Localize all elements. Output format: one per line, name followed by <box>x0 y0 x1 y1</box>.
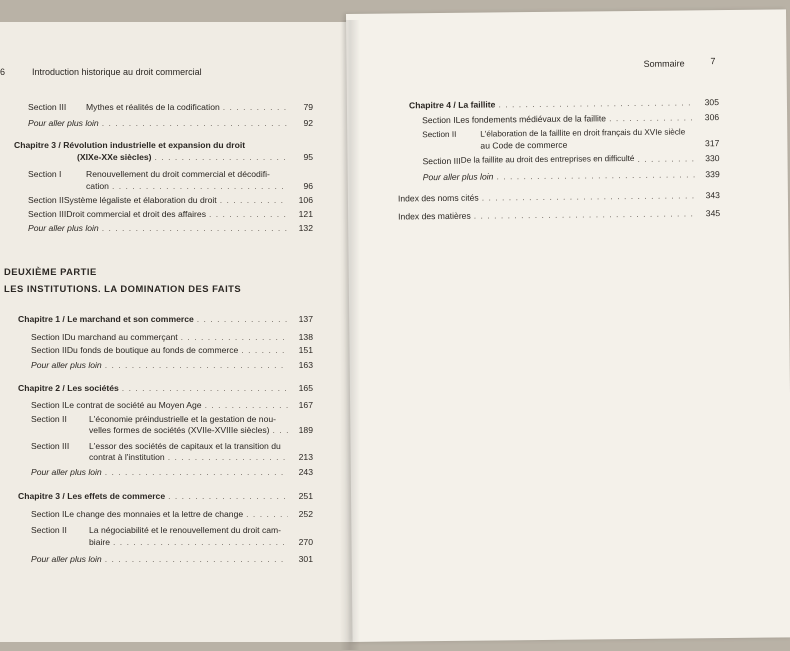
toc-entry[interactable] <box>28 208 313 220</box>
toc-entry[interactable] <box>31 344 313 356</box>
leader-dots <box>205 399 288 411</box>
further-reading: Pour aller plus loin <box>31 554 102 564</box>
toc-entry[interactable] <box>28 117 313 129</box>
leader-dots <box>273 424 288 436</box>
section-label: Section I <box>31 332 65 342</box>
toc-entry[interactable] <box>31 331 313 343</box>
chapter-heading[interactable] <box>409 96 719 111</box>
page-ref: 79 <box>303 102 313 112</box>
page-ref: 243 <box>298 467 313 477</box>
toc-entry[interactable] <box>31 466 313 478</box>
toc-entry[interactable] <box>31 553 313 565</box>
section-label: Section III <box>31 441 70 451</box>
leader-dots <box>102 222 288 234</box>
page-ref: 305 <box>704 97 719 108</box>
page-ref: 151 <box>298 345 313 355</box>
leader-dots <box>113 536 288 548</box>
toc-entry[interactable] <box>31 399 313 411</box>
page-ref: 132 <box>298 223 313 233</box>
leader-dots <box>241 344 288 356</box>
leader-dots <box>168 451 288 463</box>
page-ref: 92 <box>303 118 313 128</box>
chapter-heading[interactable] <box>18 313 313 325</box>
leader-dots <box>168 490 288 502</box>
further-reading: Pour aller plus loin <box>31 360 102 370</box>
further-reading: Pour aller plus loin <box>422 171 494 183</box>
page-ref: 306 <box>704 112 720 123</box>
page-ref: 330 <box>705 153 720 164</box>
leader-dots <box>197 313 288 325</box>
section-label: Section III <box>28 209 67 219</box>
page-ref: 345 <box>705 208 721 219</box>
entry-text: Le contrat de société au Moyen Age <box>64 400 202 410</box>
page-ref: 213 <box>298 452 313 462</box>
leader-dots <box>220 194 288 206</box>
chapter-title: Les effets de commerce <box>67 491 166 501</box>
toc-entry[interactable] <box>480 137 719 152</box>
chapter-title-cont: (XIXe-XXe siècles) <box>77 152 152 162</box>
section-label: Section I <box>31 400 65 410</box>
leader-dots <box>112 180 288 192</box>
toc-entry[interactable] <box>28 101 313 113</box>
entry-text: Renouvellement du droit commercial et décodifi- <box>86 169 270 179</box>
entry-text-cont: cation <box>86 181 109 191</box>
chapter-label: Chapitre 4 / <box>408 99 456 111</box>
page-ref: 137 <box>298 314 313 324</box>
toc-entry[interactable] <box>89 451 313 463</box>
page-ref: 270 <box>298 537 313 547</box>
leader-dots <box>223 101 288 113</box>
entry-text: Les fondements médiévaux de la faillite <box>455 113 607 125</box>
toc-entry[interactable] <box>31 508 313 520</box>
toc-entry[interactable] <box>423 168 720 183</box>
chapter-heading[interactable] <box>18 490 313 502</box>
entry-text: Droit commercial et droit des affaires <box>66 209 206 219</box>
chapter-title: Révolution industrielle et expansion du droit <box>63 140 246 150</box>
page-ref: 189 <box>298 425 313 435</box>
further-reading: Pour aller plus loin <box>28 223 99 233</box>
page-ref: 163 <box>298 360 313 370</box>
toc-entry[interactable] <box>89 536 313 548</box>
chapter-label: Chapitre 1 / <box>18 314 65 324</box>
entry-text-cont: au Code de commerce <box>480 139 568 151</box>
page-ref: 343 <box>705 190 720 201</box>
section-label: Section I <box>31 509 65 519</box>
entry-text: Mythes et réalités de la codification <box>86 102 220 112</box>
leader-dots <box>482 189 695 203</box>
leader-dots <box>474 207 696 221</box>
toc-entry[interactable] <box>28 222 313 234</box>
page-ref: 138 <box>298 332 313 342</box>
page-ref: 106 <box>298 195 313 205</box>
chapter-label: Chapitre 2 / <box>18 383 65 393</box>
page-ref: 339 <box>705 169 720 180</box>
toc-entry[interactable] <box>89 424 313 436</box>
section-label: Section III <box>422 155 461 167</box>
toc-entry[interactable] <box>77 151 313 163</box>
section-label: Section II <box>31 414 67 424</box>
running-title-left: Introduction historique au droit commercial <box>32 67 202 77</box>
section-label: Section II <box>422 129 457 140</box>
entry-text-cont: velles formes de sociétés (XVIIe-XVIIIe siècles) <box>89 425 270 435</box>
section-label: Section II <box>31 525 67 535</box>
entry-text: L'essor des sociétés de capitaux et la transition du <box>89 441 281 451</box>
page-ref: 165 <box>298 383 313 393</box>
leader-dots <box>102 117 288 129</box>
chapter-label: Chapitre 3 / <box>14 140 61 150</box>
toc-entry[interactable] <box>31 359 313 371</box>
part-subtitle: LES INSTITUTIONS. LA DOMINATION DES FAITS <box>4 283 242 294</box>
leader-dots <box>496 168 694 182</box>
chapter-label: Chapitre 3 / <box>18 491 65 501</box>
entry-text-cont: biaire <box>89 537 111 547</box>
leader-dots <box>155 151 288 163</box>
index-entry[interactable] <box>398 189 720 204</box>
section-label: Section III <box>28 102 67 112</box>
page-ref: 121 <box>298 209 313 219</box>
section-label: Section II <box>28 195 64 205</box>
toc-entry[interactable] <box>86 180 313 192</box>
page-ref: 252 <box>298 509 313 519</box>
toc-entry-line1[interactable] <box>28 168 270 180</box>
page-ref: 167 <box>298 400 313 410</box>
section-label: Section I <box>28 169 62 179</box>
leader-dots <box>105 359 288 371</box>
part-title: DEUXIÈME PARTIE <box>4 266 97 277</box>
toc-entry-line1[interactable] <box>31 524 281 536</box>
leader-dots <box>122 382 288 394</box>
toc-entry[interactable] <box>28 194 313 206</box>
chapter-heading[interactable] <box>14 139 245 151</box>
page-ref: 251 <box>298 491 313 501</box>
toc-entry[interactable] <box>422 111 719 126</box>
index-title: Index des noms cités <box>397 192 479 204</box>
index-entry[interactable] <box>398 207 720 222</box>
index-title: Index des matières <box>398 210 471 222</box>
chapter-heading[interactable] <box>18 382 313 394</box>
page-ref: 317 <box>704 138 720 149</box>
chapter-title: Les sociétés <box>67 383 119 393</box>
leader-dots <box>105 553 288 565</box>
leader-dots <box>181 331 288 343</box>
entry-text: Du marchand au commerçant <box>64 332 178 342</box>
further-reading: Pour aller plus loin <box>31 467 102 477</box>
entry-text: Du fonds de boutique au fonds de commerce <box>66 345 239 355</box>
left-page <box>0 22 357 642</box>
section-label: Section I <box>422 114 456 126</box>
right-page <box>346 9 790 642</box>
chapter-title: Le marchand et son commerce <box>67 314 194 324</box>
entry-text: L'élaboration de la faillite en droit français du XVIe siècle <box>480 127 686 139</box>
page-ref: 96 <box>303 181 313 191</box>
leader-dots <box>498 96 694 110</box>
entry-text: De la faillite au droit des entreprises en difficulté <box>460 153 635 165</box>
section-label: Section II <box>31 345 67 355</box>
entry-text-cont: contrat à l'institution <box>89 452 165 462</box>
page-ref: 301 <box>298 554 313 564</box>
page-number-right: 7 <box>710 56 716 67</box>
leader-dots <box>637 152 694 165</box>
page-number-left: 6 <box>0 67 6 77</box>
chapter-title: La faillite <box>458 99 496 110</box>
further-reading: Pour aller plus loin <box>28 118 99 128</box>
leader-dots <box>105 466 288 478</box>
entry-text: Système légaliste et élaboration du droit <box>63 195 217 205</box>
toc-entry[interactable] <box>422 152 719 167</box>
entry-text: L'économie préindustrielle et la gestation de nou- <box>89 414 277 424</box>
running-title-right: Sommaire <box>643 58 685 69</box>
entry-text: La négociabilité et le renouvellement du droit cam- <box>89 525 282 535</box>
leader-dots <box>246 508 288 520</box>
leader-dots <box>209 208 288 220</box>
page-ref: 95 <box>303 152 313 162</box>
leader-dots <box>609 111 694 124</box>
entry-text: Le change des monnaies et la lettre de change <box>64 509 244 519</box>
